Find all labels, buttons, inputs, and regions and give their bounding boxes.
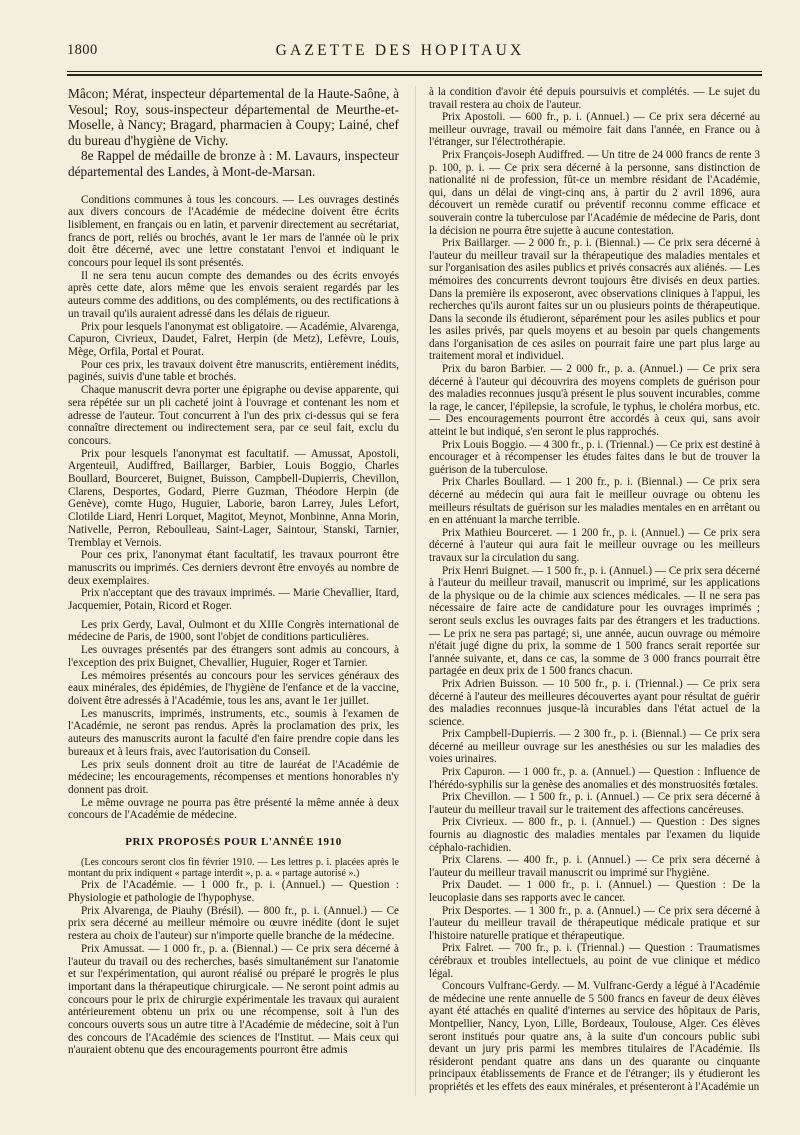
prize-entry: Prix Charles Boullard. — 1 200 fr., p. i. (Biennal.) — Ce prix sera décerné au médecin qui aura fait le meilleur ouvrage ou obtenu les meilleurs résultats de guérison sur les maladies mentales en en arrêtant ou en en atténuant la marche terrible. (429, 476, 760, 527)
conditions-paragraph: Pour ces prix, l'anonymat étant facultatif, les travaux pourront être manuscrits ou imprimés. Ces derniers devront être envoyés au nombre de deux exemplaires. (68, 549, 399, 587)
rules-paragraph: Les manuscrits, imprimés, instruments, etc., soumis à l'examen de l'Académie, ne seront pas rendus. Après la proclamation des prix, les auteurs des manuscrits auront la faculté d'en faire prendre copie dans les bureaux et à leurs frais, avec l'autorisation du Conseil. (68, 707, 399, 758)
section-note: (Les concours seront clos fin février 1910. — Les lettres p. i. placées après le montant du prix indiquent « partage interdit », p. a. « partage autorisé ».) (68, 856, 399, 880)
prize-entry: Prix François-Joseph Audiffred. — Un titre de 24 000 francs de rente 3 p. 100, p. i. — Ce prix sera décerné à la personne, sans distinction de nationalité ni de profession, fût-ce un membre résidant de l'Académie, qui, dans un délai de vingt-cinq ans, à partir du 2 avril 1896, aura découvert un remède curatif ou préventif reconnu comme efficace et souverain contre la tuberculose par l'Académie de médecine de Paris, dont la décision ne pourra être sujette à aucune contestation. (429, 148, 760, 237)
rules-paragraph: Les prix seuls donnent droit au titre de lauréat de l'Académie de médecine; les encouragements, récompenses et mentions honorables n'y donnent pas droit. (68, 758, 399, 796)
lead-paragraph: Mâcon; Mérat, inspecteur départemental de la Haute-Saône, à Vesoul; Roy, sous-inspecteur départemental de Meurthe-et-Moselle, à Nancy; Bragard, pharmacien à Coupy; Lainé, chef du bureau d'hygiène de Vichy. (68, 86, 399, 148)
header-rule-top (67, 71, 762, 72)
page-number: 1800 (67, 42, 98, 58)
prize-entry: Prix Baillarger. — 2 000 fr., p. i. (Biennal.) — Ce prix sera décerné à l'auteur du meilleur travail sur la thérapeutique des maladies mentales et sur l'organisation des asiles publics et privés consacrés aux aliénés. — Les mémoires des concurrents devront toujours être divisés en deux parties. Dans la première ils exposeront, avec observations cliniques à l'appui, les recherches qu'ils auront faites sur un ou plusieurs points de thérapeutique. Dans la seconde ils étudieront, séparément pour les asiles publics et pour les asiles privés, par quels moyens et au besoin par quels changements dans l'organisation de ces asiles on pourrait faire une part plus large au traitement moral et individuel. (429, 237, 760, 363)
prize-entry: Prix Desportes. — 1 300 fr., p. a. (Annuel.) — Ce prix sera décerné à l'auteur du meilleur travail de thérapeutique médicale pratique et sur l'histoire naturelle pratique et thérapeutique. (429, 904, 760, 942)
prize-entry: Prix du baron Barbier. — 2 000 fr., p. a. (Annuel.) — Ce prix sera décerné à l'auteur qui découvrira des moyens complets de guérison pour des maladies reconnues jusqu'à présent le plus souvent incurables, comme la rage, le cancer, l'épilepsie, la scrofule, le typhus, le choléra morbus, etc. — Des encouragements pourront être accordés à ceux qui, sans avoir atteint le but indiqué, s'en seront le plus rapprochés. (429, 363, 760, 439)
prize-entry: Prix Mathieu Bourceret. — 1 200 fr., p. i. (Annuel.) — Ce prix sera décerné à l'auteur qui aura fait le meilleur ouvrage ou les meilleurs travaux sur la circulation du sang. (429, 526, 760, 564)
rules-paragraph: Le même ouvrage ne pourra pas être présenté la même année à deux concours de l'Académie de médecine. (68, 796, 399, 822)
prize-entry: Concours Vulfranc-Gerdy. — M. Vulfranc-Gerdy a légué à l'Académie de médecine une rente annuelle de 5 500 francs en faveur de deux élèves ayant été attachés en qualité d'internes au service des hôpitaux de Paris, Montpellier, Nancy, Lyon, Lille, Bordeaux, Toulouse, Alger. Ces élèves seront institués pour quatre ans, à la suite d'un concours public subi devant un jury pris parmi les membres titulaires de l'Académie. Ils résideront pendant quatre ans dans un des quarante ou cinquante principaux établissements de France et de l'étranger; ils y étudieront les propriétés et les effets des eaux minérales, et présenteront à l'Académie un (429, 980, 760, 1093)
rules-section (68, 619, 399, 822)
column-divider (415, 86, 416, 1096)
prize-entry: Prix Clarens. — 400 fr., p. i. (Annuel.) — Ce prix sera décerné à l'auteur du meilleur travail manuscrit ou imprimé sur l'hygiène. (429, 854, 760, 879)
rules-paragraph: Les ouvrages présentés par des étrangers sont admis au concours, à l'exception des prix Buignet, Chevallier, Huguier, Roger et Tarnier. (68, 644, 399, 669)
prize-entry: Prix de l'Académie. — 1 000 fr., p. i. (Annuel.) — Question : Physiologie et pathologie de l'hypophyse. (68, 879, 399, 905)
prize-entry: Prix Louis Boggio. — 4 300 fr., p. i. (Triennal.) — Ce prix est destiné à encourager et à récompenser les études faites dans le but de trouver la guérison de la tuberculose. (429, 438, 760, 476)
prize-entry: Prix Capuron. — 1 000 fr., p. a. (Annuel.) — Question : Influence de l'hérédo-syphilis sur la genèse des anomalies et des monstruosités fœtales. (429, 766, 760, 791)
prize-entry: à la condition d'avoir été depuis poursuivis et complétés. — Le sujet du travail restera au choix de l'auteur. (429, 86, 760, 111)
right-column (429, 86, 760, 1094)
left-column (68, 86, 399, 1057)
rules-paragraph: Les prix Gerdy, Laval, Oulmont et du XIIIe Congrès international de médecine de Paris, de 1900, sont l'objet de conditions particulières. (68, 618, 399, 644)
prize-entry: Prix Daudet. — 1 000 fr., p. i. (Annuel.) — Question : De la leucoplasie dans ses rapports avec le cancer. (429, 879, 760, 904)
lead-paragraphs (68, 86, 399, 180)
conditions-paragraph: Chaque manuscrit devra porter une épigraphe ou devise apparente, qui sera répétée sur un pli cacheté joint à l'ouvrage et contenant les nom et adresse de l'auteur. Tout concurrent à l'un des prix ci-dessus qui se fera connaître directement ou indirectement sera, par ce seul fait, exclu du concours. (68, 384, 399, 447)
prize-entry: Prix Campbell-Dupierris. — 2 300 fr., p. i. (Biennal.) — Ce prix sera décerné au meilleur ouvrage sur les anesthésies ou sur les maladies des voies urinaires. (429, 728, 760, 766)
prize-entry: Prix Alvarenga, de Piauhy (Brésil). — 800 fr., p. i. (Annuel.) — Ce prix sera décerné au meilleur mémoire ou œuvre inédite (dont le sujet restera au choix de l'auteur) sur n'importe quelle branche de la médecine. (68, 904, 399, 943)
prize-entry: Prix Chevillon. — 1 500 fr., p. i. (Annuel.) — Ce prix sera décerné à l'auteur du meilleur travail sur le traitement des affections cancéreuses. (429, 791, 760, 816)
conditions-paragraph: Conditions communes à tous les concours. — Les ouvrages destinés aux divers concours de l'Académie de médecine doivent être écrits lisiblement, en français ou en latin, et parvenir directement au secrétariat, francs de port, reliés ou brochés, avant le 1er mars de l'année où le prix doit être décerné, avec une lettre constatant l'envoi et indiquant le concours pour lequel ils sont présentés. (68, 193, 399, 270)
rules-paragraph: Les mémoires présentés au concours pour les services généraux des eaux minérales, des épidémies, de l'hygiène de l'enfance et de la vaccine, doivent être adressés à l'Académie, tous les ans, avant le 1er juillet. (68, 669, 399, 707)
conditions-paragraph: Prix pour lesquels l'anonymat est facultatif. — Amussat, Apostoli, Argenteuil, Audiffred, Baillarger, Barbier, Louis Boggio, Charles Boullard, Bourceret, Buignet, Buisson, Campbell-Dupierris, Chevillon, Clarens, Desportes, Godard, Pierre Guzman, Théodore Herpin (de Genève), comte Hugo, Huguier, Laborie, baron Larrey, Jules Lefort, Clotilde Liard, Henri Lorquet, Magitot, Meynot, Monbinne, Anna Morin, Nativelle, Perron, Reboulleau, Saint-Lager, Saintour, Stanski, Tarnier, Tremblay et Vernois. (68, 447, 399, 549)
conditions-paragraph: Prix n'acceptant que des travaux imprimés. — Marie Chevallier, Itard, Jacquemier, Potain, Ricord et Roger. (68, 587, 399, 613)
header-rule-bottom (67, 74, 762, 76)
prize-entry: Prix Amussat. — 1 000 fr., p. a. (Biennal.) — Ce prix sera décerné à l'auteur du travail ou des recherches, basés simultanément sur l'anatomie et sur l'expérimentation, qui auront réalisé ou préparé le progrès le plus important dans la thérapeutique chirurgicale. — Ne seront point admis au concours pour le prix de chirurgie expérimentale les travaux qui auraient antérieurement obtenu un prix ou une récompense, soit à l'un des concours ouverts sous un autre titre à l'Académie de médecine, soit à l'un des concours de l'Académie des sciences de l'Institut. — Mais ceux qui n'auraient obtenu que des encouragements pourront être admis (68, 942, 399, 1057)
conditions-section (68, 194, 399, 613)
lead-paragraph: 8e Rappel de médaille de bronze à : M. Lavaurs, inspecteur départemental des Landes, à Mont-de-Marsan. (68, 148, 399, 179)
prize-entry: Prix Civrieux. — 800 fr., p. i. (Annuel.) — Question : Des signes fournis au diagnostic des maladies mentales par l'examen du liquide céphalo-rachidien. (429, 816, 760, 854)
conditions-paragraph: Prix pour lesquels l'anonymat est obligatoire. — Académie, Alvarenga, Capuron, Civrieux, Daudet, Falret, Herpin (de Metz), Lefèvre, Louis, Mège, Orfila, Portal et Pourat. (68, 320, 399, 358)
prize-list-left (68, 879, 399, 1057)
prize-entry: Prix Adrien Buisson. — 10 500 fr., p. i. (Triennal.) — Ce prix sera décerné à l'auteur des meilleures découvertes ayant pour résultat de guérir des maladies reconnues jusque-là incurables dans l'état actuel de la science. (429, 677, 760, 728)
journal-title: GAZETTE DES HOPITAUX (275, 42, 525, 59)
prize-entry: Prix Falret. — 700 fr., p. i. (Triennal.) — Question : Traumatismes cérébraux et troubles intellectuels, au point de vue clinique et médico légal. (429, 942, 760, 980)
conditions-paragraph: Il ne sera tenu aucun compte des demandes ou des écrits envoyés après cette date, alors même que les envois seraient regardés par les auteurs comme des additions, ou des compléments, ou des rectifications à un travail qu'ils auraient adressé dans les délais de rigueur. (68, 269, 399, 320)
prize-entry: Prix Henri Buignet. — 1 500 fr., p. i. (Annuel.) — Ce prix sera décerné à l'auteur du meilleur travail, manuscrit ou imprimé, sur les applications de la physique ou de la chimie aux sciences médicales. — Il ne sera pas nécessaire de faire acte de candidature pour les ouvrages imprimés ; seront seuls exclus les ouvrages faits par des étrangers et les traductions. — Le prix ne sera pas partagé; si, une année, aucun ouvrage ou mémoire n'était jugé digne du prix, la somme de 1 500 francs serait reportée sur l'année suivante, et, dans ce cas, la somme de 3 000 francs pourrait être partagée en deux prix de 1 500 francs chacun. (429, 564, 760, 678)
section-heading: PRIX PROPOSÉS POUR L'ANNÉE 1910 (125, 836, 342, 849)
conditions-paragraph: Pour ces prix, les travaux doivent être manuscrits, entièrement inédits, paginés, suivis d'une table et brochés. (68, 358, 399, 384)
prize-entry: Prix Apostoli. — 600 fr., p. i. (Annuel.) — Ce prix sera décerné au meilleur ouvrage, travail ou mémoire fait dans l'année, en France ou à l'étranger, sur l'électrothérapie. (429, 111, 760, 149)
